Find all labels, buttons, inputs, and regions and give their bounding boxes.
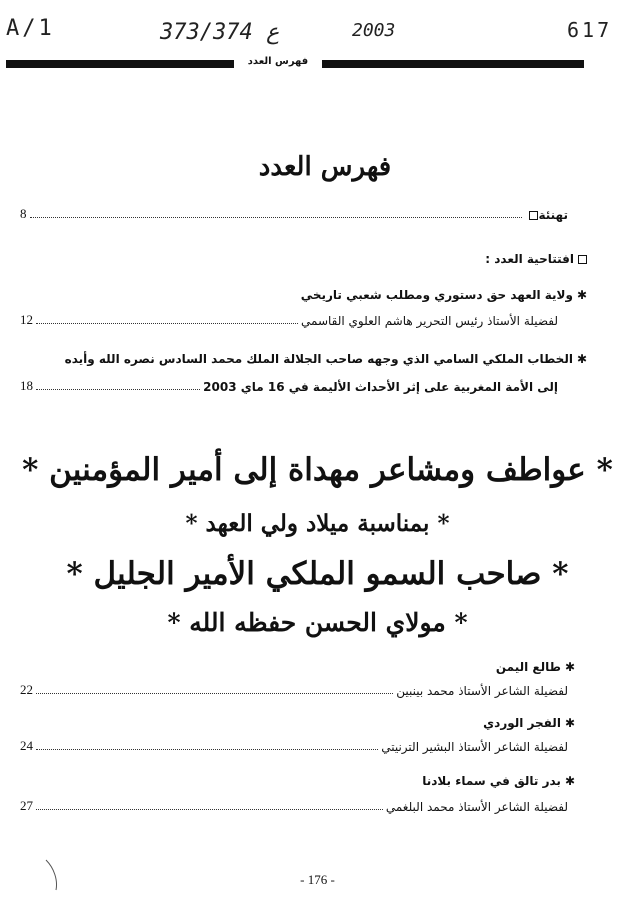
page-title: فهرس العدد (258, 152, 392, 182)
dedication-line-2: * بمناسبة ميلاد ولي العهد * (185, 510, 450, 537)
toc-entry-article-1 (20, 310, 558, 328)
poem-title: ✱طالع اليمن (495, 660, 575, 674)
poem-title: ✱الفجر الوردي (483, 716, 575, 730)
toc-page-number: 22 (20, 682, 33, 697)
asterisk-icon: ✱ (564, 660, 575, 674)
toc-entry-article-2 (20, 376, 558, 394)
poem-author: لفضيلة الشاعر الأستاذ محمد بينبين (396, 684, 568, 698)
poem-author: لفضيلة الشاعر الأستاذ محمد البلغمي (385, 800, 568, 814)
article-title-line2: إلى الأمة المغربية على إثر الأحداث الأليمة في 16 ماي 2003 (203, 380, 558, 394)
toc-page-number: 18 (20, 378, 33, 393)
header-rule-left (6, 60, 234, 68)
article-title-line1: ✱الخطاب الملكي السامي الذي وجهه صاحب الجلالة الملك محمد السادس نصره الله وأيده (64, 352, 587, 366)
leader-dots (36, 693, 393, 694)
asterisk-icon: ✱ (564, 716, 575, 730)
poem-title: ✱بدر تالق في سماء بلادنا (422, 774, 575, 788)
toc-page-number: 8 (20, 206, 27, 221)
toc-entry-poem-1 (20, 680, 568, 698)
asterisk-icon: ✱ (576, 352, 587, 366)
article-author: لفضيلة الأستاذ رئيس التحرير هاشم العلوي القاسمي (301, 314, 558, 328)
section-heading-opening: افتتاحية العدد : (485, 252, 587, 266)
toc-entry-poem-3 (20, 796, 568, 814)
handwritten-year: 2003 (352, 20, 396, 41)
leader-dots (30, 217, 523, 218)
handwritten-top-left: A/1 (6, 16, 55, 41)
leader-dots (36, 323, 298, 324)
toc-page-number: 24 (20, 738, 33, 753)
poem-author: لفضيلة الشاعر الأستاذ البشير الترنيتي (381, 740, 568, 754)
toc-page-number: 27 (20, 798, 33, 813)
handwritten-issue-ref: 373/374 ع (160, 20, 280, 45)
header-rule-right (322, 60, 584, 68)
dedication-line-1: * عواطف ومشاعر مهداة إلى أمير المؤمنين * (22, 452, 613, 488)
square-bullet-icon (578, 255, 587, 264)
handwritten-top-right: 617 (567, 18, 613, 42)
article-title: ✱ولاية العهد حق دستوري ومطلب شعبي تاريخي (300, 288, 587, 302)
leader-dots (36, 809, 383, 810)
leader-dots (36, 749, 378, 750)
asterisk-icon: ✱ (564, 774, 575, 788)
toc-entry-poem-2 (20, 736, 568, 754)
asterisk-icon: ✱ (576, 288, 587, 302)
dedication-line-4: * مولاي الحسن حفظه الله * (167, 608, 468, 637)
page-number: - 176 - (300, 872, 335, 887)
running-header: فهرس العدد (247, 56, 309, 67)
toc-entry-congratulation (20, 204, 568, 222)
toc-page-number: 12 (20, 312, 33, 327)
leader-dots (36, 389, 200, 390)
dedication-line-3: * صاحب السمو الملكي الأمير الجليل * (66, 556, 569, 592)
toc-entry-title: تهنئة (525, 208, 568, 222)
